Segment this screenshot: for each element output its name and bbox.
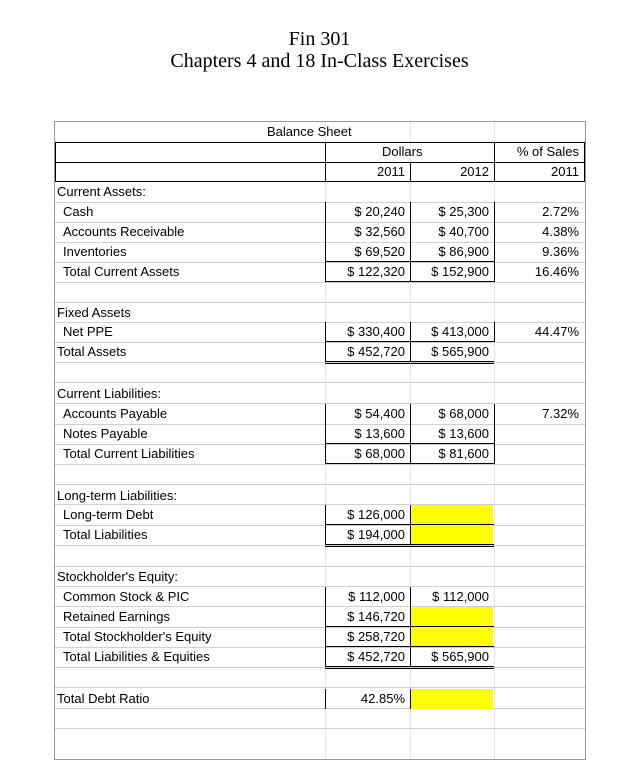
dollars-header: Dollars	[382, 144, 423, 159]
total-liabilities-equities-label: Total Liabilities & Equities	[63, 649, 210, 664]
total-debt-ratio-label: Total Debt Ratio	[57, 691, 150, 706]
value-divider	[325, 404, 326, 464]
cash-2012: $ 25,300	[438, 204, 489, 219]
page-title: Fin 301	[288, 28, 351, 50]
total-current-assets-pct: 16.46%	[534, 264, 579, 279]
subtotal-underline	[325, 341, 494, 342]
row-gridline	[55, 282, 585, 283]
subtotal-underline	[325, 626, 494, 627]
long-term-debt-2011: $ 126,000	[347, 507, 405, 522]
row-gridline	[55, 667, 585, 668]
total-liabilities-label: Total Liabilities	[63, 527, 148, 542]
notes-payable-label: Notes Payable	[63, 426, 148, 441]
total-equity-2011: $ 258,720	[347, 629, 405, 644]
row-gridline	[55, 484, 585, 485]
header-divider	[325, 142, 326, 182]
long-term-debt-2012-blank[interactable]	[411, 505, 493, 525]
accounts-payable-pct: 7.32%	[542, 406, 579, 421]
notes-payable-2012: $ 13,600	[438, 426, 489, 441]
total-liabilities-2011: $ 194,000	[347, 527, 405, 542]
value-divider	[494, 322, 495, 342]
subtotal-underline	[325, 443, 494, 444]
stockholders-equity-heading: Stockholder's Equity:	[57, 569, 178, 584]
net-ppe-2011: $ 330,400	[347, 324, 405, 339]
row-gridline	[55, 464, 585, 465]
pct-of-sales-header: % of Sales	[516, 144, 579, 159]
current-assets-heading: Current Assets:	[57, 184, 146, 199]
cash-pct: 2.72%	[542, 204, 579, 219]
accounts-payable-label: Accounts Payable	[63, 406, 168, 421]
net-ppe-label: Net PPE	[63, 324, 113, 339]
total-underline	[325, 281, 494, 282]
row-gridline	[55, 382, 585, 383]
total-debt-ratio-2012-blank[interactable]	[411, 689, 493, 709]
value-divider	[494, 202, 495, 282]
accounts-payable-2012: $ 68,000	[438, 406, 489, 421]
total-liabilities-2012-blank[interactable]	[411, 525, 493, 545]
total-underline	[325, 463, 494, 464]
double-underline	[325, 361, 494, 364]
double-underline	[325, 666, 494, 669]
ar-2011: $ 32,560	[354, 224, 405, 239]
total-current-liabilities-2012: $ 81,600	[438, 446, 489, 461]
value-divider	[325, 202, 326, 282]
value-divider	[410, 202, 411, 282]
value-divider	[325, 322, 326, 362]
total-current-assets-2011: $ 122,320	[347, 264, 405, 279]
inventories-2011: $ 69,520	[354, 244, 405, 259]
row-gridline	[55, 687, 585, 688]
notes-payable-2011: $ 13,600	[354, 426, 405, 441]
total-debt-ratio-2011: 42.85%	[360, 691, 405, 706]
net-ppe-pct: 44.47%	[534, 324, 579, 339]
total-assets-2011: $ 452,720	[347, 344, 405, 359]
total-equity-2012-blank[interactable]	[411, 627, 493, 647]
value-divider	[410, 404, 411, 464]
total-liabilities-equities-2012: $ 565,900	[431, 649, 489, 664]
value-divider	[410, 689, 411, 709]
total-assets-label: Total Assets	[57, 344, 127, 359]
inventories-2012: $ 86,900	[438, 244, 489, 259]
row-gridline	[55, 728, 585, 729]
page-subtitle: Chapters 4 and 18 In-Class Exercises	[170, 50, 469, 72]
accounts-payable-2011: $ 54,400	[354, 406, 405, 421]
double-underline	[325, 544, 494, 547]
header-divider	[410, 162, 411, 182]
subtotal-underline	[325, 261, 494, 262]
total-liabilities-equities-2011: $ 452,720	[347, 649, 405, 664]
sheet-title: Balance Sheet	[267, 124, 352, 139]
value-divider	[325, 587, 326, 667]
value-divider	[494, 404, 495, 464]
retained-earnings-2011: $ 146,720	[347, 609, 405, 624]
long-term-liabilities-heading: Long-term Liabilities:	[57, 488, 177, 503]
row-gridline	[55, 545, 585, 546]
current-liabilities-heading: Current Liabilities:	[57, 386, 162, 401]
total-current-assets-2012: $ 152,900	[431, 264, 489, 279]
inventories-pct: 9.36%	[542, 244, 579, 259]
balance-sheet-table	[54, 121, 586, 760]
total-assets-2012: $ 565,900	[431, 344, 489, 359]
retained-earnings-label: Retained Earnings	[63, 609, 170, 624]
total-current-assets-label: Total Current Assets	[63, 264, 180, 279]
value-divider	[325, 505, 326, 545]
subtotal-underline	[325, 646, 494, 647]
year-2011-header: 2011	[377, 164, 405, 179]
pct-year-header: 2011	[551, 164, 579, 179]
row-gridline	[55, 362, 585, 363]
common-stock-label: Common Stock & PIC	[63, 589, 190, 604]
value-divider	[325, 689, 326, 709]
value-divider	[410, 505, 411, 545]
ar-label: Accounts Receivable	[63, 224, 185, 239]
net-ppe-2012: $ 413,000	[431, 324, 489, 339]
ar-pct: 4.38%	[542, 224, 579, 239]
common-stock-2011: $ 112,000	[348, 589, 405, 604]
year-2012-header: 2012	[460, 164, 489, 179]
cash-label: Cash	[63, 204, 94, 219]
fixed-assets-heading: Fixed Assets	[57, 305, 131, 320]
total-current-liabilities-label: Total Current Liabilities	[63, 446, 195, 461]
cash-2011: $ 20,240	[354, 204, 405, 219]
common-stock-2012: $ 112,000	[432, 589, 489, 604]
subtotal-underline	[325, 524, 494, 525]
retained-earnings-2012-blank[interactable]	[411, 607, 493, 627]
total-current-liabilities-2011: $ 68,000	[354, 446, 405, 461]
value-divider	[410, 587, 411, 667]
ar-2012: $ 40,700	[438, 224, 489, 239]
value-divider	[410, 322, 411, 362]
total-equity-label: Total Stockholder's Equity	[63, 629, 212, 644]
long-term-debt-label: Long-term Debt	[63, 507, 154, 522]
inventories-label: Inventories	[63, 244, 127, 259]
